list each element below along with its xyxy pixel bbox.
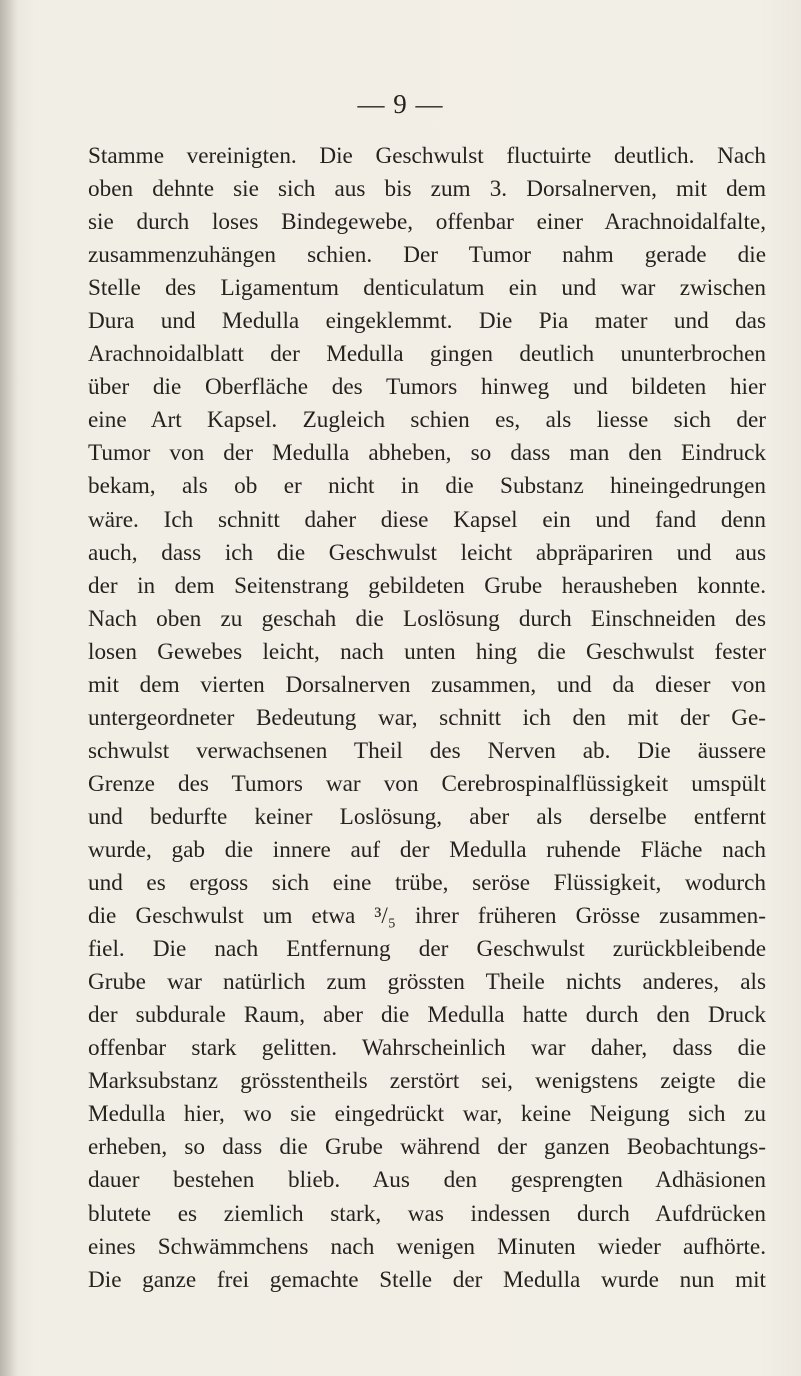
text-line: über die Oberfläche des Tumors hinweg und bildeten hier (88, 374, 766, 401)
text-line: wäre. Ich schnitt daher diese Kapsel ein und fand denn (88, 506, 766, 533)
page-gutter-shadow (0, 0, 18, 1376)
page-number: — 9 — (357, 89, 444, 119)
text-line: Die ganze frei gemachte Stelle der Medulla wurde nun mit (88, 1266, 766, 1293)
text-line: offenbar stark gelitten. Wahrscheinlich war daher, dass die (88, 1035, 766, 1062)
text-line: erheben, so dass die Grube während der ganzen Beobachtungs- (88, 1134, 766, 1161)
text-line: mit dem vierten Dorsalnerven zusammen, und da dieser von (88, 671, 766, 698)
text-line: Medulla hier, wo sie eingedrückt war, keine Neigung sich zu (88, 1101, 766, 1128)
text-line: und bedurfte keiner Loslösung, aber als derselbe entfernt (88, 803, 766, 830)
text-line: untergeordneter Bedeutung war, schnitt ich den mit der Ge- (88, 704, 766, 731)
body-text (88, 140, 766, 1297)
text-line: und es ergoss sich eine trübe, seröse Flüssigkeit, wodurch (88, 870, 766, 897)
text-line: eines Schwämmchens nach wenigen Minuten wieder aufhörte. (88, 1233, 766, 1260)
text-line: eine Art Kapsel. Zugleich schien es, als liesse sich der (88, 407, 766, 434)
text-line: der in dem Seitenstrang gebildeten Grube herausheben konnte. (88, 572, 766, 599)
text-line: losen Gewebes leicht, nach unten hing die Geschwulst fester (88, 638, 766, 665)
text-line: dauer bestehen blieb. Aus den gesprengten Adhäsionen (88, 1167, 766, 1194)
text-line: oben dehnte sie sich aus bis zum 3. Dorsalnerven, mit dem (88, 176, 766, 203)
text-line: Stelle des Ligamentum denticulatum ein und war zwischen (88, 275, 766, 302)
text-line: bekam, als ob er nicht in die Substanz hineingedrungen (88, 473, 766, 500)
text-line: sie durch loses Bindegewebe, offenbar einer Arachnoidalfalte, (88, 209, 766, 236)
text-line: Nach oben zu geschah die Loslösung durch Einschneiden des (88, 605, 766, 632)
text-line: auch, dass ich die Geschwulst leicht abpräpariren und aus (88, 539, 766, 566)
text-line: blutete es ziemlich stark, was indessen durch Aufdrücken (88, 1200, 766, 1227)
text-line: fiel. Die nach Entfernung der Geschwulst zurückbleibende (88, 936, 766, 963)
text-line: Dura und Medulla eingeklemmt. Die Pia mater und das (88, 308, 766, 335)
text-line: Arachnoidalblatt der Medulla gingen deutlich ununterbrochen (88, 341, 766, 368)
text-line: zusammenzuhängen schien. Der Tumor nahm gerade die (88, 242, 766, 269)
text-line: Stamme vereinigten. Die Geschwulst fluctuirte deutlich. Nach (88, 143, 766, 169)
text-line: die Geschwulst um etwa ³/₅ ihrer früheren Grösse zusammen- (88, 903, 766, 930)
text-line: schwulst verwachsenen Theil des Nerven ab. Die äussere (88, 737, 766, 764)
text-line: wurde, gab die innere auf der Medulla ruhende Fläche nach (88, 836, 766, 863)
text-line: der subdurale Raum, aber die Medulla hatte durch den Druck (88, 1002, 766, 1029)
text-line: Marksubstanz grösstentheils zerstört sei, wenigstens zeigte die (88, 1068, 766, 1095)
text-line: Tumor von der Medulla abheben, so dass man den Eindruck (88, 440, 766, 467)
text-line: Grube war natürlich zum grössten Theile nichts anderes, als (88, 969, 766, 996)
text-line: Grenze des Tumors war von Cerebrospinalflüssigkeit umspült (88, 770, 766, 797)
